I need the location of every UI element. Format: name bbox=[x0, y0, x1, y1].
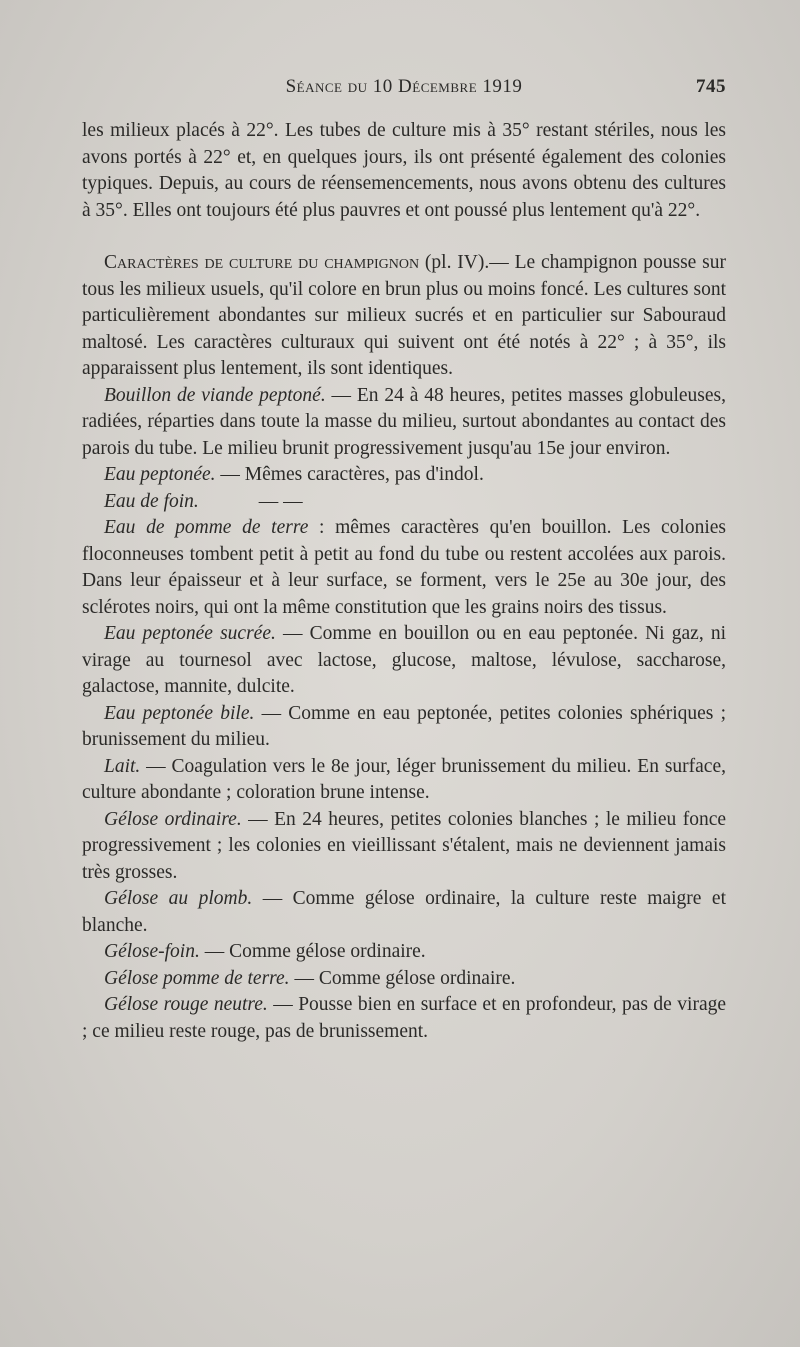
running-title bbox=[82, 76, 726, 98]
section-text: (pl. IV).— Le champignon pousse sur tous les milieux usuels, qu'il colore en brun plus ou moins foncé. Les cultures sont particulièrement abondantes sur milieux sucrés et en particulier sur Sabouraud maltosé. Les caractères culturaux qui suivent ont été notés à 22° ; à 35°, ils apparaissent plus lentement, ils sont identiques. bbox=[82, 252, 726, 379]
medium-label-bouillon: Bouillon de viande peptoné. bbox=[104, 384, 326, 406]
medium-label-gelose-plomb: Gélose au plomb. bbox=[104, 888, 253, 909]
medium-text-gelose-rouge: — Pousse bien en surface et en profondeur, pas de virage ; ce milieu reste rouge, pas de brunissement. bbox=[82, 994, 727, 1042]
paragraph-intro: les milieux placés à 22°. Les tubes de culture mis à 35° restant stériles, nous les avons portés à 22° et, en quelques jours, ils ont présenté également des colonies typiques. Depuis, au cours de réensemencements, nous avons obtenu des cultures à 35°. Elles ont toujours été plus pauvres et ont poussé plus lentement qu'à 22°. bbox=[82, 120, 726, 221]
medium-text-eau-foin: — — bbox=[258, 490, 303, 512]
medium-label-gelose-ordinaire: Gélose ordinaire. bbox=[104, 808, 242, 830]
paragraph-gelose-ordinaire bbox=[82, 807, 726, 887]
medium-label-eau-sucree: Eau peptonée sucrée. bbox=[104, 623, 276, 644]
paragraph-gelose-foin bbox=[82, 939, 726, 966]
medium-text-eau-bile: — Comme en eau peptonée, petites colonies sphériques ; brunissement du milieu. bbox=[82, 702, 726, 750]
running-title-prefix: Séance du bbox=[285, 76, 368, 97]
medium-label-gelose-rouge: Gélose rouge neutre. bbox=[104, 994, 268, 1015]
medium-label-eau-pomme: Eau de pomme de terre bbox=[104, 517, 309, 538]
medium-text-eau-peptonee: — Mêmes caractères, pas d'indol. bbox=[215, 464, 484, 485]
medium-label-eau-peptonee: Eau peptonée. bbox=[104, 464, 216, 485]
medium-text-gelose-plomb: — Comme gélose ordinaire, la culture reste maigre et blanche. bbox=[82, 888, 726, 936]
paragraph-eau-pomme bbox=[82, 515, 726, 621]
medium-label-gelose-pomme: Gélose pomme de terre. bbox=[104, 967, 290, 989]
paragraph-gelose-pomme bbox=[82, 966, 726, 993]
paragraph-gelose-rouge bbox=[82, 992, 726, 1045]
body-text bbox=[82, 118, 726, 1045]
medium-text-eau-sucree: — Comme en bouillon ou en eau peptonée. Ni gaz, ni virage au tournesol avec lactose, glucose, maltose, lévulose, saccharose, galactose, mannite, dulcite. bbox=[82, 623, 727, 697]
paragraph-gelose-plomb bbox=[82, 886, 726, 939]
medium-label-eau-bile: Eau peptonée bile. bbox=[104, 702, 255, 724]
page-number: 745 bbox=[696, 76, 726, 97]
paragraph-eau-peptonee bbox=[82, 462, 726, 489]
running-title-date: 10 Décembre 1919 bbox=[372, 76, 523, 97]
medium-text-eau-pomme: : mêmes caractères qu'en bouillon. Les colonies floconneuses tombent petit à petit au fond du tube ou restent accolées aux parois. Dans leur épaisseur et à leur surface, se forment, vers le 25e au 30e jour, des sclérotes noirs, qui ont la même constitution que les grains noirs des tissus. bbox=[82, 517, 726, 618]
medium-label-lait: Lait. bbox=[104, 755, 141, 777]
paragraph-bouillon bbox=[82, 383, 726, 463]
paragraph-eau-sucree bbox=[82, 621, 726, 701]
section-heading: Caractères de culture du champignon bbox=[104, 252, 420, 273]
paragraph-culture-characters bbox=[82, 250, 726, 383]
medium-label-gelose-foin: Gélose-foin. bbox=[104, 941, 200, 962]
medium-text-gelose-pomme: — Comme gélose ordinaire. bbox=[289, 967, 516, 989]
page-header bbox=[82, 76, 726, 102]
paragraph-eau-bile bbox=[82, 701, 726, 754]
medium-text-gelose-ordinaire: — En 24 heures, petites colonies blanches ; le milieu fonce progressivement ; les colonies en vieillissant s'étalent, mais ne deviennent jamais très grosses. bbox=[82, 808, 727, 883]
medium-text-bouillon: — En 24 à 48 heures, petites masses globuleuses, radiées, réparties dans toute la masse du milieu, surtout abondantes au contact des parois du tube. Le milieu brunit progressivement jusqu'au 15e jour environ. bbox=[82, 384, 726, 459]
medium-text-gelose-foin: — Comme gélose ordinaire. bbox=[199, 941, 426, 962]
medium-text-lait: — Coagulation vers le 8e jour, léger brunissement du milieu. En surface, culture abondante ; coloration brune intense. bbox=[82, 755, 726, 803]
medium-label-eau-foin: Eau de foin. bbox=[104, 490, 199, 512]
paragraph-lait bbox=[82, 754, 726, 807]
paragraph-eau-foin bbox=[82, 489, 726, 516]
